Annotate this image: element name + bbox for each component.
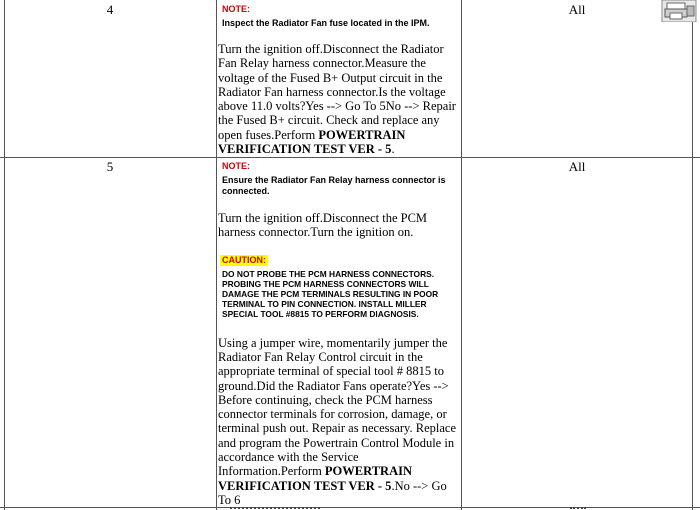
applicability-cell: All <box>568 159 586 174</box>
table-border-right <box>692 0 693 510</box>
instruction-body: Turn the ignition off.Disconnect the Radiator Fan Relay harness connector.Measure the voltage of the Fused B+ Output circuit in the Radiator Fan harness connector.Is the voltage above 11.0 volts?Yes --> Go To 5No --> Repair the Fused B+ circuit. Check and replace any open fuses.Perform <box>218 42 456 142</box>
printer-icon[interactable] <box>661 0 697 22</box>
partial-next-row <box>230 506 330 510</box>
verification-test-ref: POWERTRAIN VERIFICATION TEST VER - 5 <box>218 127 406 157</box>
note-text: Inspect the Radiator Fan fuse located in the IPM. <box>222 18 430 28</box>
instruction-cell <box>218 161 460 507</box>
instruction-cell <box>218 4 460 156</box>
verification-test-ref: POWERTRAIN VERIFICATION TEST VER - 5 <box>218 464 412 493</box>
caution-label: CAUTION: <box>222 254 266 265</box>
table-divider-1 <box>216 0 217 510</box>
applicability-cell: All <box>568 2 586 17</box>
instruction-text: Turn the ignition off.Disconnect the PCM harness connector.Turn the ignition on. <box>218 211 428 240</box>
instruction-text <box>218 336 460 508</box>
partial-next-row <box>570 506 590 510</box>
instruction-body: Using a jumper wire, momentarily jumper the Radiator Fan Relay Control circuit in the appropriate terminal of special tool # 8815 to ground.Did the Radiator Fans operate?Yes --> Before continuing, check the PCM harness connector terminals for corrosion, damage, or terminal push out. Repair as necessary. Replace and program the Powertrain Control Module in accordance with the Service Information.Perform <box>218 335 456 479</box>
note-text: Ensure the Radiator Fan Relay harness connector is connected. <box>222 175 446 196</box>
table-border-left <box>4 0 5 510</box>
instruction-text <box>218 42 460 156</box>
table-divider-2 <box>461 0 462 510</box>
note-label: NOTE: <box>222 4 250 14</box>
caution-text: DO NOT PROBE THE PCM HARNESS CONNECTORS. PROBING THE PCM HARNESS CONNECTORS WILL DAMAGE THE PCM TERMINALS RESULTING IN POOR TERMINAL TO PIN CONNECTION. INSTALL MILLER SPECIAL TOOL #8815 TO PERFORM DIAGNOSIS. <box>222 268 439 320</box>
row-divider <box>0 157 700 158</box>
step-number: 5 <box>106 159 114 174</box>
instruction-end: . <box>391 142 395 157</box>
note-label: NOTE: <box>222 161 250 171</box>
step-number: 4 <box>106 2 114 17</box>
instruction-end: .No --> Go To 6 <box>218 478 447 507</box>
